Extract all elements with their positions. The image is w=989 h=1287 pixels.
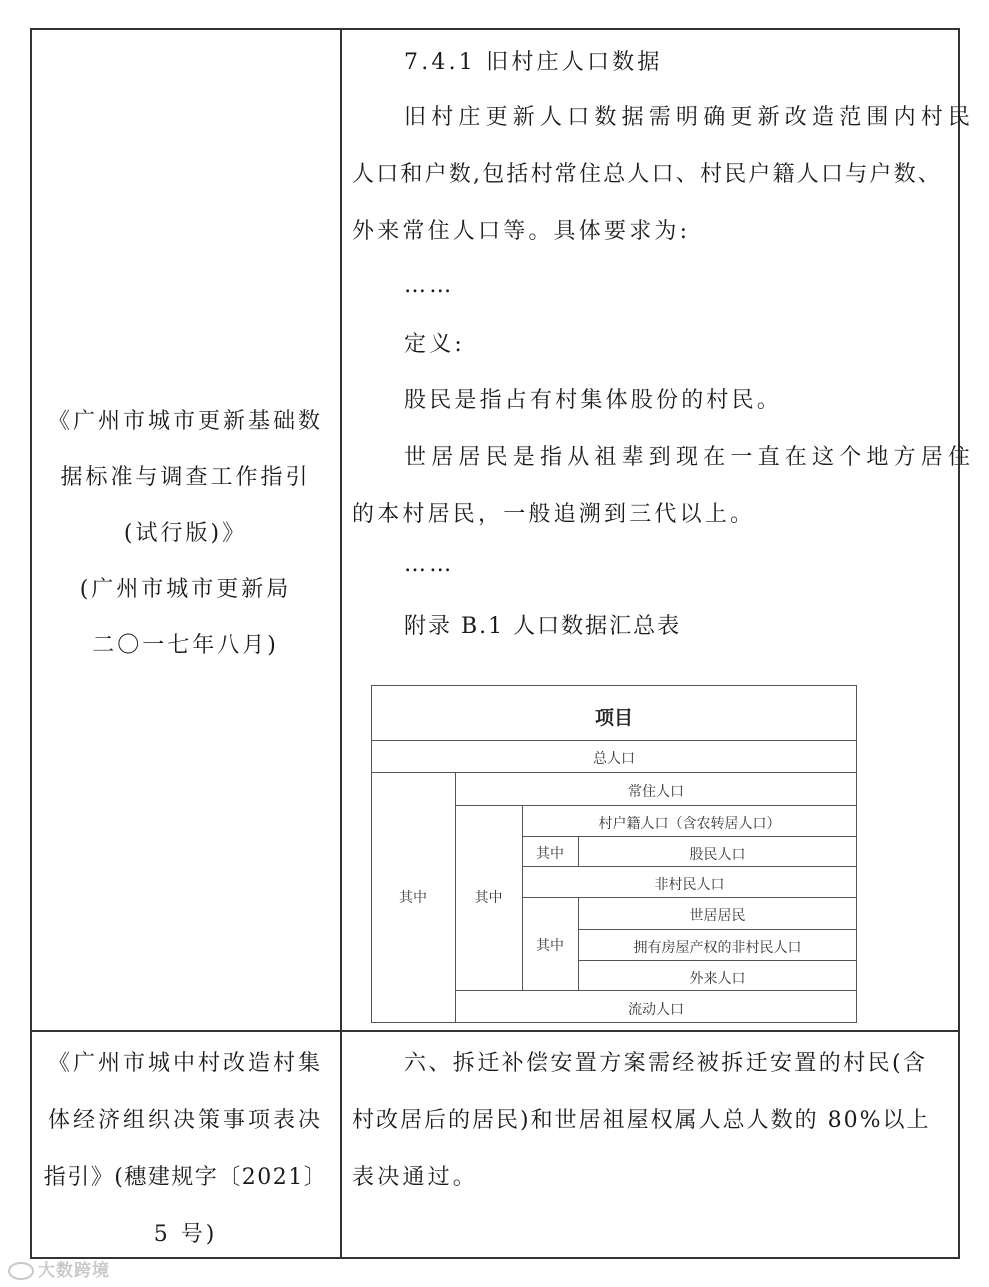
source-title-line: 5 号) (153, 1222, 218, 1247)
population-summary-table (369, 683, 859, 1025)
paragraph-line: 人口和户数,包括村常住总人口、村民户籍人口与户数、 (352, 162, 942, 187)
row-non-villagers: 非村民人口 (654, 877, 725, 893)
table-bottom-border (30, 1257, 960, 1259)
definition-label: 定义: (404, 332, 466, 357)
inner-border (522, 866, 857, 867)
ellipsis: …… (404, 273, 455, 298)
qizhong-level2: 其中 (474, 890, 503, 906)
qizhong-level3b: 其中 (536, 938, 564, 954)
inner-border (522, 836, 857, 837)
inner-border (522, 897, 857, 898)
source-title-line: 《广州市城中村改造村集 (47, 1051, 323, 1076)
definition-hereditary-line: 世居居民是指从祖辈到现在一直在这个地方居住 (404, 445, 976, 470)
source-title-line: 体经济组织决策事项表决 (47, 1108, 323, 1133)
inner-border (455, 990, 857, 991)
inner-border (371, 685, 857, 686)
inner-border (578, 929, 857, 930)
table-row-divider (30, 1030, 960, 1032)
qizhong-level3a: 其中 (536, 846, 564, 862)
qizhong-level1: 其中 (399, 890, 427, 906)
definition-hereditary-line: 的本村居民，一般追溯到三代以上。 (352, 502, 756, 527)
inner-border (578, 960, 857, 961)
row-outsiders: 外来人口 (689, 971, 746, 987)
source-publisher-line: (广州市城市更新局 (79, 577, 292, 602)
watermark-logo (8, 1256, 110, 1281)
inner-border (455, 805, 857, 806)
paragraph-line: 旧村庄更新人口数据需明确更新改造范围内村民 (404, 105, 976, 130)
table-column-divider (340, 28, 342, 1258)
section-heading: 7.4.1 旧村庄人口数据 (404, 50, 663, 75)
provision-line: 六、拆迁补偿安置方案需经被拆迁安置的村民(含 (404, 1051, 928, 1076)
source-date-line: 二〇一七年八月) (92, 633, 279, 658)
provision-line: 村改居后的居民)和世居祖屋权属人总人数的 80%以上 (352, 1108, 931, 1133)
watermark-icon (8, 1262, 34, 1280)
provision-line: 表决通过。 (352, 1165, 479, 1190)
table-header-item: 项目 (594, 707, 633, 729)
watermark-text: 大数跨境 (38, 1261, 110, 1281)
definition-shareholder: 股民是指占有村集体股份的村民。 (404, 388, 783, 413)
inner-border (371, 772, 857, 773)
row-hereditary-residents: 世居居民 (689, 908, 746, 924)
inner-border (371, 1022, 857, 1023)
row-shareholders: 股民人口 (689, 847, 746, 863)
table-right-border (958, 28, 960, 1258)
inner-border (371, 740, 857, 741)
appendix-caption: 附录 B.1 人口数据汇总表 (404, 614, 682, 639)
row-floating-population: 流动人口 (628, 1002, 684, 1018)
ellipsis: …… (404, 552, 455, 577)
row-total-population: 总人口 (593, 751, 635, 767)
table-top-border (30, 28, 960, 30)
inner-border (371, 685, 372, 1023)
source-title-line: (试行版)》 (123, 521, 248, 546)
paragraph-line: 外来常住人口等。具体要求为: (352, 219, 691, 244)
source-title-line: 指引》(穗建规字〔2021〕 (43, 1165, 328, 1190)
row-resident-population: 常住人口 (628, 784, 684, 800)
row-property-owners: 拥有房屋产权的非村民人口 (633, 940, 802, 956)
source-title-line: 据标准与调查工作指引 (60, 465, 311, 490)
row-village-registered: 村户籍人口（含农转居人口） (598, 816, 781, 832)
source-title-line: 《广州市城市更新基础数 (47, 409, 323, 434)
